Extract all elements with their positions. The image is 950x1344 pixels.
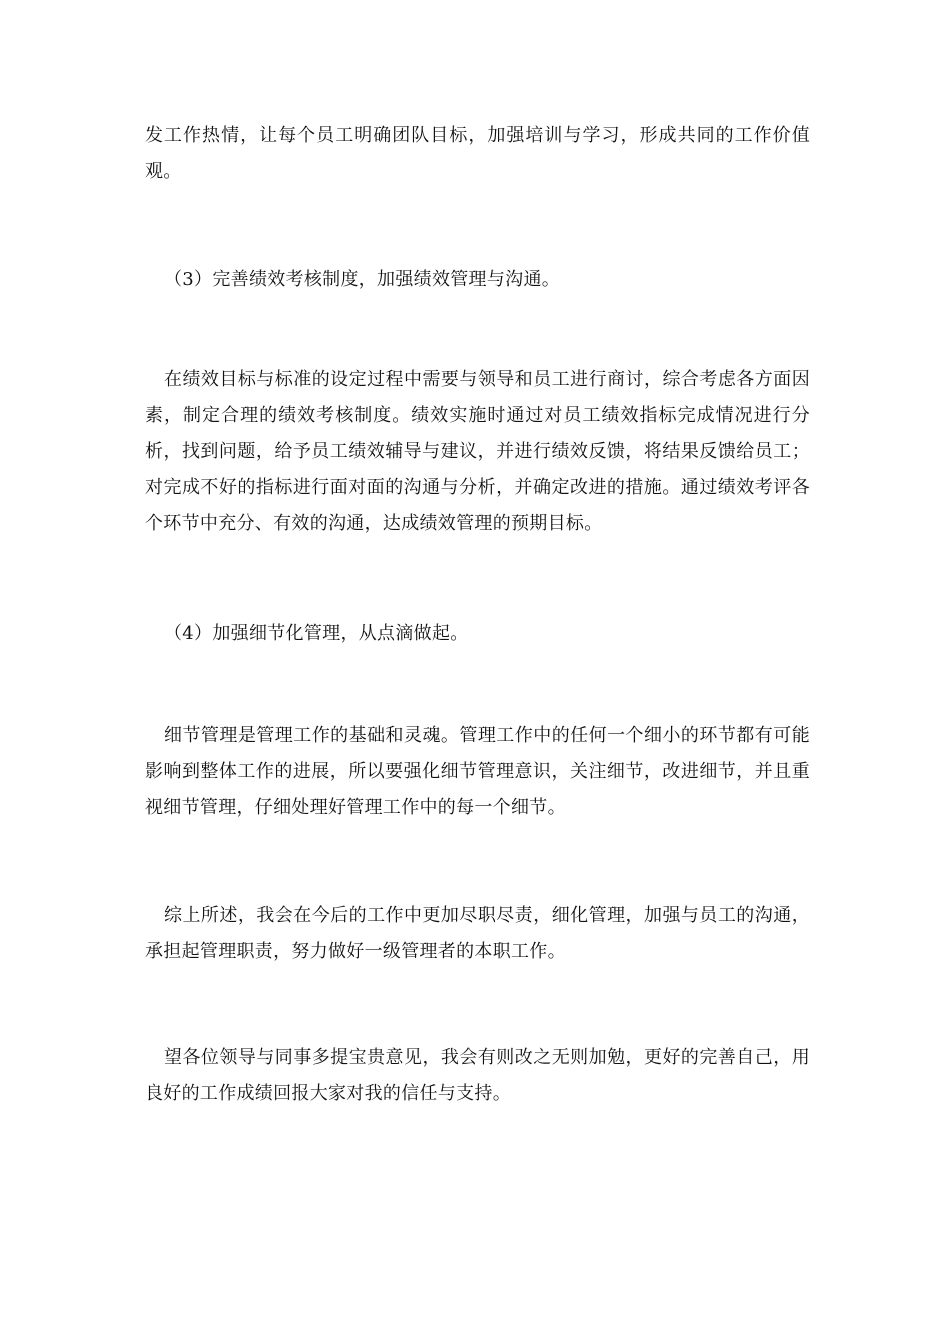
section-heading-3: （3）完善绩效考核制度，加强绩效管理与沟通。 — [164, 269, 561, 290]
paragraph-summary: 综上所述，我会在今后的工作中更加尽职尽责，细化管理，加强与员工的沟通，承担起管理职责，努力做好一级管理者的本职工作。 — [145, 905, 810, 962]
section-heading-4: （4）加强细节化管理，从点滴做起。 — [164, 623, 469, 644]
paragraph-detail-management: 细节管理是管理工作的基础和灵魂。管理工作中的任何一个细小的环节都有可能影响到整体工作的进展，所以要强化细节管理意识，关注细节，改进细节，并且重视细节管理，仔细处理好管理工作中的每一个细节。 — [145, 725, 810, 818]
paragraph-continuation: 发工作热情，让每个员工明确团队目标，加强培训与学习，形成共同的工作价值观。 — [145, 125, 810, 182]
paragraph-closing: 望各位领导与同事多提宝贵意见，我会有则改之无则加勉，更好的完善自己，用良好的工作成绩回报大家对我的信任与支持。 — [145, 1047, 810, 1104]
paragraph-performance: 在绩效目标与标准的设定过程中需要与领导和员工进行商讨，综合考虑各方面因素，制定合理的绩效考核制度。绩效实施时通过对员工绩效指标完成情况进行分析，找到问题，给予员工绩效辅导与建议，并进行绩效反馈，将结果反馈给员工；对完成不好的指标进行面对面的沟通与分析，并确定改进的措施。通过绩效考评各个环节中充分、有效的沟通，达成绩效管理的预期目标。 — [145, 369, 810, 534]
